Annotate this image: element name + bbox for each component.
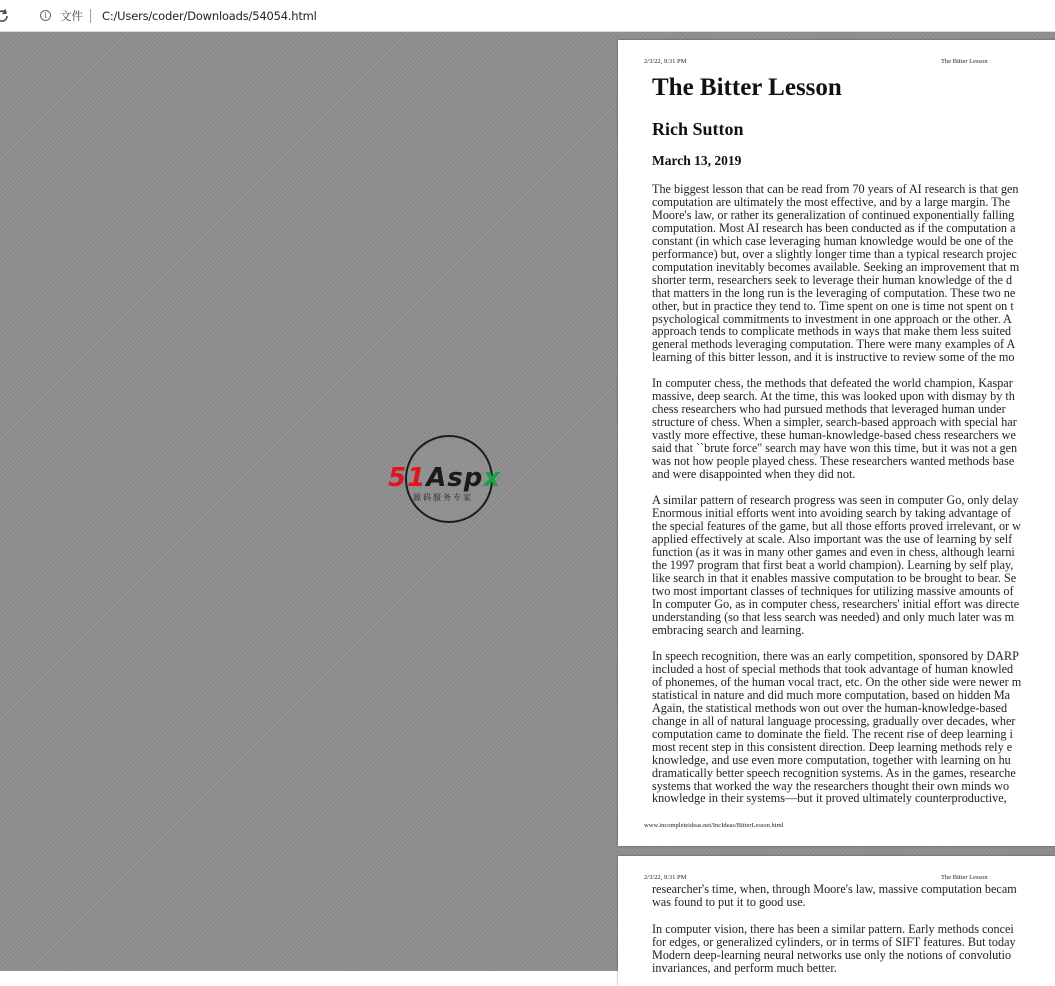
browser-address-bar bbox=[0, 0, 1055, 32]
text-line: the 1997 program that first beat a world champion). Learning by self play, bbox=[652, 557, 1014, 572]
text-line: The biggest lesson that can be read from 70 years of AI research is that gen bbox=[652, 182, 1019, 196]
url-field[interactable]: C:/Users/coder/Downloads/54054.html bbox=[102, 9, 317, 23]
text-line: most recent step in this consistent direction. Deep learning methods rely e bbox=[652, 739, 1013, 754]
text-line: for edges, or generalized cylinders, or in terms of SIFT features. But today bbox=[652, 934, 1016, 949]
text-line: vastly more effective, these human-knowledge-based chess researchers we bbox=[652, 427, 1016, 442]
origin-label: 文件 bbox=[60, 9, 83, 23]
page-header-date: 2/3/22, 9:31 PM bbox=[644, 58, 687, 65]
text-line: A similar pattern of research progress was seen in computer Go, only delay bbox=[652, 493, 1019, 507]
paragraph bbox=[652, 377, 1017, 481]
text-line: In computer vision, there has been a similar pattern. Early methods concei bbox=[652, 922, 1014, 936]
text-line: performance) but, over a slightly longer time than a typical research projec bbox=[652, 246, 1017, 261]
text-line: was found to put it to good use. bbox=[652, 894, 806, 909]
text-line: learning of this bitter lesson, and it is instructive to review some of the mo bbox=[652, 350, 1015, 365]
page-header-title: The Bitter Lesson bbox=[941, 874, 988, 881]
text-line: computation. Most AI research has been conducted as if the computation a bbox=[652, 220, 1016, 235]
text-line: constant (in which case leveraging human knowledge would be one of the bbox=[652, 233, 1014, 248]
text-line: computation are ultimately the most effective, and by a large margin. The bbox=[652, 194, 1011, 209]
text-line: two most important classes of techniques for utilizing massive amounts of bbox=[652, 583, 1014, 598]
text-line: and were disappointed when they did not. bbox=[652, 466, 856, 481]
text-line: function (as it was in many other games and even in chess, although learni bbox=[652, 544, 1015, 559]
text-line: approach tends to complicate methods in ways that make them less suited bbox=[652, 324, 1012, 339]
paragraph bbox=[652, 883, 1017, 909]
text-line: psychological commitments to investment in one approach or the other. A bbox=[652, 311, 1012, 326]
text-line: like search in that it enables massive computation to be brought to bear. Se bbox=[652, 570, 1017, 585]
text-line: included a host of special methods that took advantage of human knowled bbox=[652, 661, 1014, 676]
text-line: researcher's time, when, through Moore's law, massive computation becam bbox=[652, 882, 1017, 896]
info-icon[interactable]: i bbox=[40, 10, 51, 21]
page-header-title: The Bitter Lesson bbox=[941, 58, 988, 65]
text-line: Moore's law, or rather its generalization of continued exponentially falling bbox=[652, 207, 1015, 222]
text-line: change in all of natural language processing, gradually over decades, wher bbox=[652, 713, 1016, 728]
text-line: Again, the statistical methods won out over the human-knowledge-based bbox=[652, 700, 1008, 715]
text-line: knowledge, and use even more computation, together with learning on hu bbox=[652, 752, 1011, 767]
text-line: Enormous initial efforts went into avoiding search by taking advantage of bbox=[652, 505, 1012, 520]
text-line: In computer Go, as in computer chess, researchers' initial effort was directe bbox=[652, 596, 1020, 611]
text-line: computation came to dominate the field. The recent rise of deep learning i bbox=[652, 726, 1013, 741]
text-line: invariances, and perform much better. bbox=[652, 960, 837, 975]
text-line: of phonemes, of the human vocal tract, etc. On the other side were newer m bbox=[652, 674, 1022, 689]
text-line: chess researchers who had pursued methods that leveraged human under bbox=[652, 401, 1006, 416]
text-line: was not how people played chess. These researchers wanted methods base bbox=[652, 453, 1015, 468]
text-line: the special features of the game, but all those efforts proved irrelevant, or w bbox=[652, 518, 1021, 533]
text-line: Modern deep-learning neural networks use only the notions of convolutio bbox=[652, 947, 1012, 962]
text-line: massive, deep search. At the time, this was looked upon with dismay by th bbox=[652, 388, 1015, 403]
article-author: Rich Sutton bbox=[652, 119, 744, 139]
text-line: computation inevitably becomes available. Seeking an improvement that m bbox=[652, 259, 1020, 274]
document-page-1 bbox=[618, 40, 1055, 846]
text-line: embracing search and learning. bbox=[652, 622, 805, 637]
text-line: statistical in nature and did much more computation, based on hidden Ma bbox=[652, 687, 1011, 702]
paragraph bbox=[652, 650, 1021, 805]
text-line: dramatically better speech recognition systems. As in the games, researche bbox=[652, 765, 1016, 780]
text-line: said that ``brute force" search may have won this time, but it was not a gen bbox=[652, 440, 1018, 455]
watermark-logo: 51Aspx bbox=[388, 463, 502, 493]
text-line: knowledge in their systems—but it proved ultimately counterproductive, bbox=[652, 791, 1007, 806]
document-page-2 bbox=[618, 856, 1055, 986]
text-line: understanding (so that less search was needed) and only much later was m bbox=[652, 609, 1015, 624]
text-line: In computer chess, the methods that defeated the world champion, Kaspar bbox=[652, 376, 1013, 390]
reload-icon[interactable] bbox=[0, 8, 10, 24]
watermark-subtitle: 源码服务专家 bbox=[413, 493, 473, 502]
paragraph bbox=[652, 183, 1019, 364]
url-separator bbox=[90, 9, 91, 23]
text-line: other, but in practice they tend to. Time spent on one is time not spent on t bbox=[652, 298, 1014, 313]
article-title: The Bitter Lesson bbox=[652, 74, 842, 101]
text-line: shorter term, researchers seek to leverage their human knowledge of the d bbox=[652, 272, 1013, 287]
text-line: systems that worked the way the researchers thought their own minds wo bbox=[652, 778, 1010, 793]
page-footer-url: www.incompleteideas.net/IncIdeas/BitterLesson.html bbox=[644, 822, 784, 829]
text-line: general methods leveraging computation. There were many examples of A bbox=[652, 337, 1016, 352]
article-date: March 13, 2019 bbox=[652, 153, 742, 168]
text-line: structure of chess. When a simpler, search-based approach with special har bbox=[652, 414, 1017, 429]
paragraph bbox=[652, 923, 1016, 975]
text-line: applied effectively at scale. Also important was the use of learning by self bbox=[652, 531, 1013, 546]
text-line: In speech recognition, there was an early competition, sponsored by DARP bbox=[652, 649, 1019, 663]
paragraph bbox=[652, 494, 1021, 636]
text-line: that matters in the long run is the leveraging of computation. These two ne bbox=[652, 285, 1016, 300]
page-header-date: 2/3/22, 9:31 PM bbox=[644, 874, 687, 881]
